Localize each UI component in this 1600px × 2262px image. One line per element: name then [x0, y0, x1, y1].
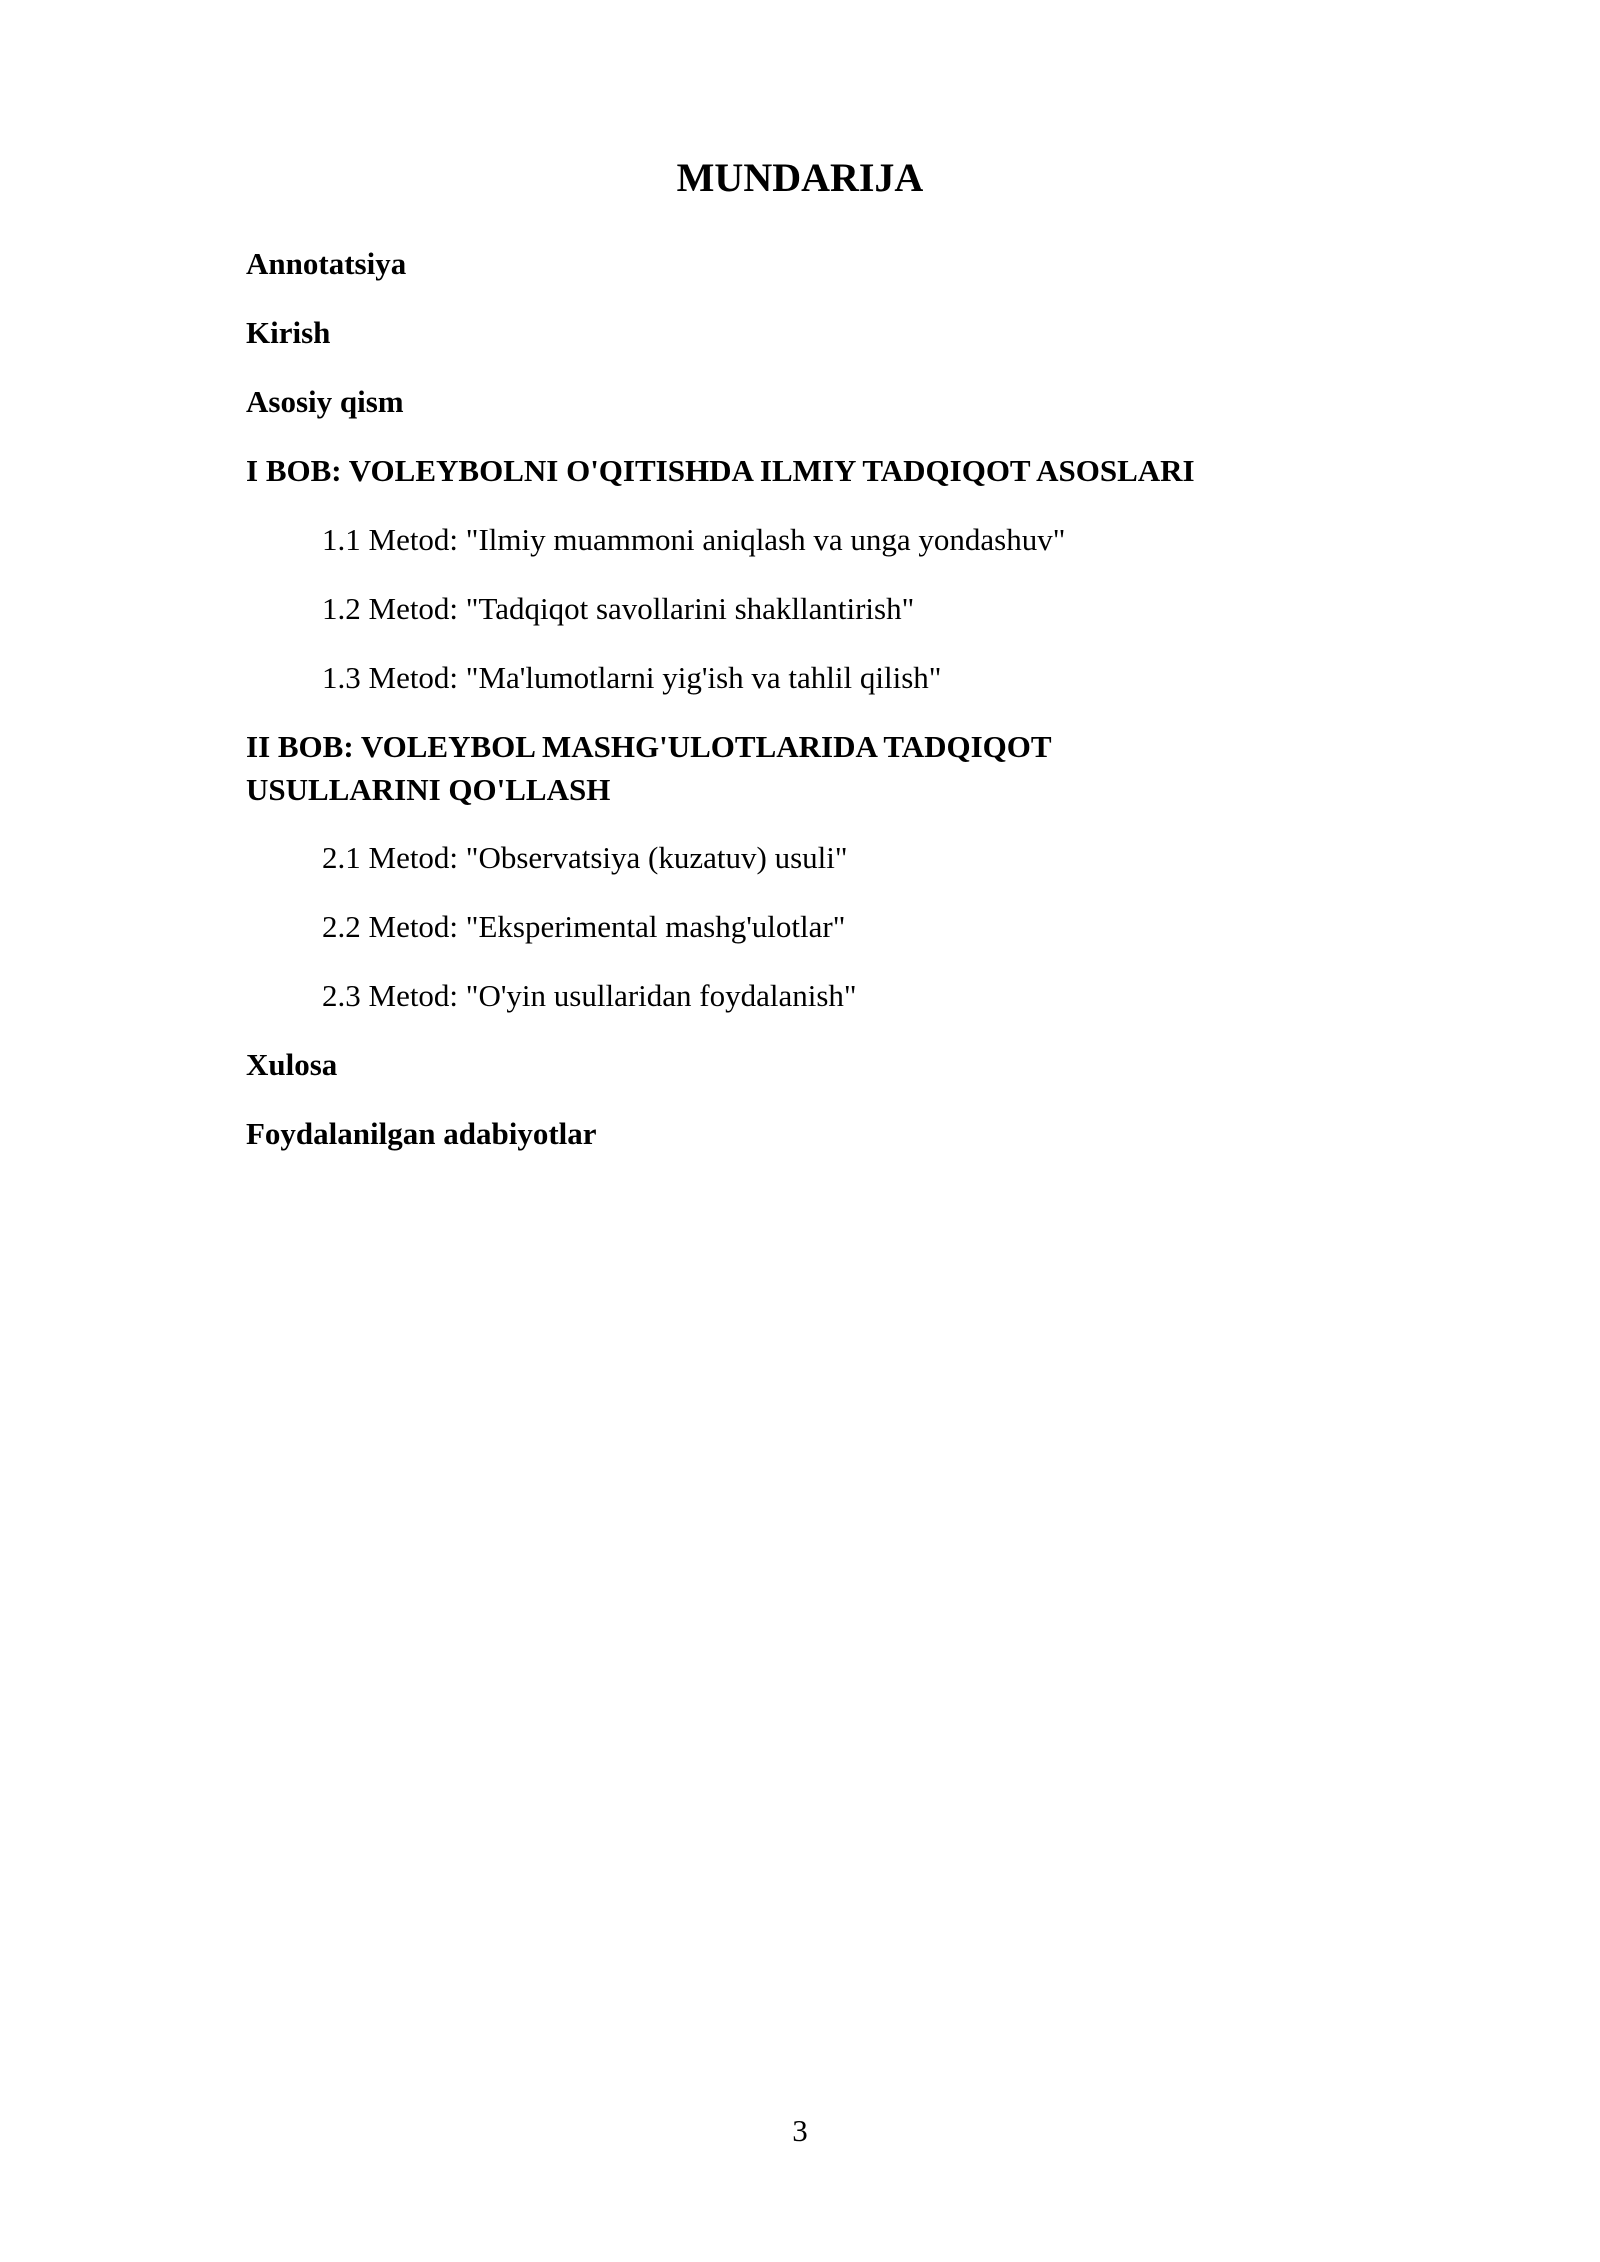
toc-item-annotatsiya: Annotatsiya: [246, 246, 407, 281]
toc-item-2-3: 2.3 Metod: "O'yin usullaridan foydalanish": [322, 978, 857, 1013]
toc-item-xulosa: Xulosa: [246, 1047, 338, 1082]
page-number: 3: [792, 2113, 808, 2148]
toc-item-2-2: 2.2 Metod: "Eksperimental mashg'ulotlar": [322, 909, 846, 944]
toc-item-1-3: 1.3 Metod: "Ma'lumotlarni yig'ish va tahlil qilish": [322, 660, 942, 695]
toc-item-1-2: 1.2 Metod: "Tadqiqot savollarini shakllantirish": [322, 591, 915, 626]
toc-item-2-1: 2.1 Metod: "Observatsiya (kuzatuv) usuli": [322, 840, 848, 875]
toc-item-1-1: 1.1 Metod: "Ilmiy muammoni aniqlash va unga yondashuv": [322, 522, 1066, 557]
page-title: MUNDARIJA: [676, 155, 924, 200]
toc-item-kirish: Kirish: [246, 315, 331, 350]
toc-item-chapter-2: II BOB: VOLEYBOL MASHG'ULOTLARIDA TADQIQOT USULLARINI QO'LLASH: [246, 729, 1052, 807]
toc-item-chapter-1: I BOB: VOLEYBOLNI O'QITISHDA ILMIY TADQIQOT ASOSLARI: [246, 453, 1195, 488]
toc-item-foydalanilgan-adabiyotlar: Foydalanilgan adabiyotlar: [246, 1116, 597, 1151]
toc-item-asosiy-qism: Asosiy qism: [246, 384, 404, 419]
